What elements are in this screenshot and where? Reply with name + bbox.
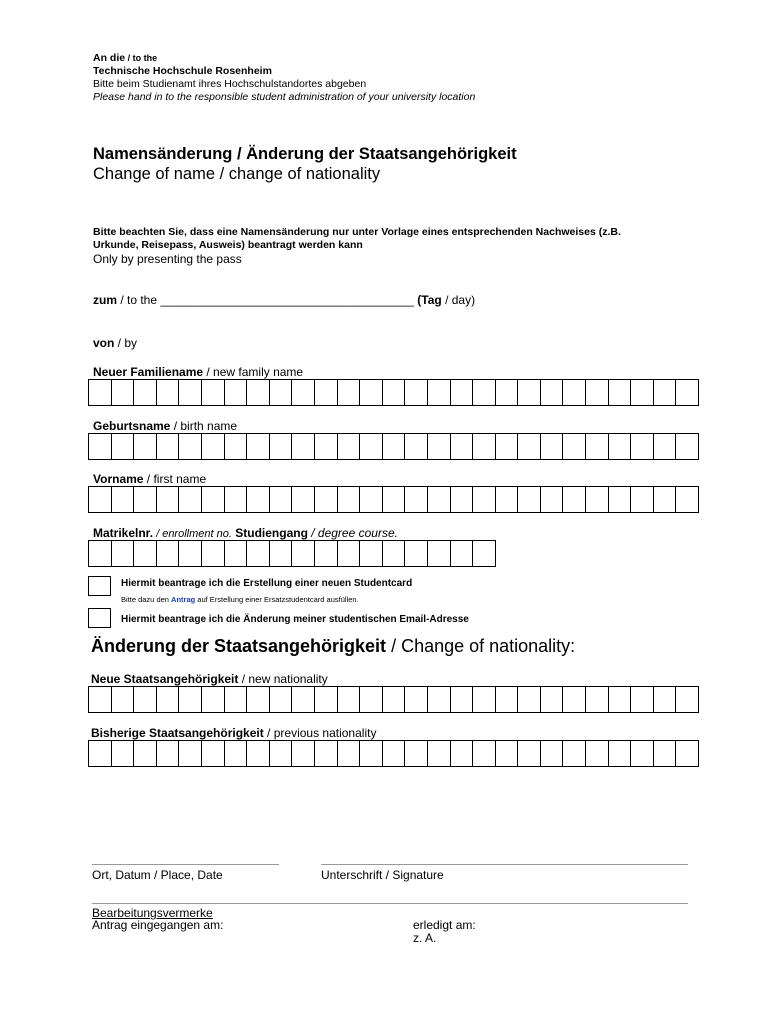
- char-box[interactable]: [676, 380, 699, 405]
- char-box[interactable]: [428, 434, 451, 459]
- char-box[interactable]: [541, 380, 564, 405]
- char-box[interactable]: [360, 487, 383, 512]
- char-box[interactable]: [270, 487, 293, 512]
- char-box[interactable]: [89, 434, 112, 459]
- char-box[interactable]: [405, 541, 428, 566]
- form-title-de: Namensänderung / Änderung der Staatsangehörigkeit: [93, 145, 517, 163]
- first-name-label: [93, 472, 206, 486]
- char-box[interactable]: [179, 487, 202, 512]
- char-box[interactable]: [360, 434, 383, 459]
- matrikel-label: [93, 526, 398, 540]
- char-box[interactable]: [654, 434, 677, 459]
- char-box[interactable]: [428, 741, 451, 766]
- char-box[interactable]: [654, 687, 677, 712]
- first-name-de: Vorname: [93, 472, 144, 486]
- char-box[interactable]: [586, 741, 609, 766]
- char-box[interactable]: [451, 434, 474, 459]
- family-name-de: Neuer Familiename: [93, 365, 204, 379]
- char-box[interactable]: [676, 487, 699, 512]
- char-box[interactable]: [247, 741, 270, 766]
- char-box[interactable]: [202, 487, 225, 512]
- char-box[interactable]: [541, 687, 564, 712]
- student-card-hint-pre: Bitte dazu den: [121, 595, 172, 604]
- char-box[interactable]: [451, 541, 474, 566]
- char-box[interactable]: [247, 380, 270, 405]
- char-box[interactable]: [338, 487, 361, 512]
- email-checkbox[interactable]: [88, 608, 111, 628]
- char-box[interactable]: [473, 687, 496, 712]
- char-box[interactable]: [134, 380, 157, 405]
- char-box[interactable]: [338, 380, 361, 405]
- char-box[interactable]: [563, 434, 586, 459]
- char-box[interactable]: [563, 380, 586, 405]
- received-label: Antrag eingegangen am:: [92, 918, 224, 932]
- previous-nationality-de: Bisherige Staatsangehörigkeit: [91, 726, 264, 740]
- char-box[interactable]: [428, 380, 451, 405]
- char-box[interactable]: [609, 434, 632, 459]
- char-box[interactable]: [338, 741, 361, 766]
- to-the-label: / to the: [117, 293, 161, 307]
- char-box[interactable]: [202, 687, 225, 712]
- char-box[interactable]: [112, 541, 135, 566]
- char-box[interactable]: [496, 741, 519, 766]
- char-box[interactable]: [247, 487, 270, 512]
- degree-en: / degree course.: [307, 526, 398, 540]
- new-nationality-de: Neue Staatsangehörigkeit: [91, 672, 239, 686]
- nationality-heading: [91, 636, 575, 657]
- char-box[interactable]: [518, 434, 541, 459]
- char-box[interactable]: [496, 687, 519, 712]
- char-box[interactable]: [225, 380, 248, 405]
- family-name-en: / new family name: [203, 365, 304, 379]
- char-box[interactable]: [496, 434, 519, 459]
- char-box[interactable]: [315, 687, 338, 712]
- char-box[interactable]: [179, 541, 202, 566]
- char-box[interactable]: [315, 380, 338, 405]
- first-name-field[interactable]: [88, 486, 699, 513]
- char-box[interactable]: [157, 487, 180, 512]
- char-box[interactable]: [586, 434, 609, 459]
- char-box[interactable]: [292, 687, 315, 712]
- date-blank[interactable]: ______________________________________: [160, 293, 414, 307]
- char-box[interactable]: [179, 741, 202, 766]
- degree-de: Studiengang: [231, 526, 308, 540]
- email-label: Hiermit beantrage ich die Änderung meiner studentischen Email-Adresse: [121, 614, 469, 625]
- char-box[interactable]: [360, 380, 383, 405]
- new-nationality-field[interactable]: [88, 686, 699, 713]
- student-card-checkbox[interactable]: [88, 576, 111, 596]
- place-date-label: Ort, Datum / Place, Date: [92, 868, 223, 882]
- antrag-link[interactable]: Antrag: [171, 595, 196, 604]
- char-box[interactable]: [202, 541, 225, 566]
- char-box[interactable]: [315, 434, 338, 459]
- notice-line-2: Urkunde, Reisepass, Ausweis) beantragt werden kann: [93, 239, 363, 251]
- nationality-heading-en: / Change of nationality:: [386, 636, 576, 656]
- char-box[interactable]: [541, 487, 564, 512]
- char-box[interactable]: [247, 541, 270, 566]
- char-box[interactable]: [609, 741, 632, 766]
- char-box[interactable]: [225, 541, 248, 566]
- day-label: / day): [441, 293, 476, 307]
- student-card-hint: [121, 595, 359, 604]
- char-box[interactable]: [405, 487, 428, 512]
- address-to-de: An die: [93, 52, 126, 64]
- char-box[interactable]: [676, 434, 699, 459]
- char-box[interactable]: [451, 741, 474, 766]
- notice-line-1: Bitte beachten Sie, dass eine Namensänderung nur unter Vorlage eines entsprechenden Nachweises (z.B.: [93, 226, 621, 238]
- char-box[interactable]: [383, 434, 406, 459]
- char-box[interactable]: [631, 380, 654, 405]
- char-box[interactable]: [473, 380, 496, 405]
- hand-in-de: Bitte beim Studienamt ihres Hochschulstandortes abgeben: [93, 78, 367, 90]
- char-box[interactable]: [586, 687, 609, 712]
- previous-nationality-label: [91, 726, 376, 740]
- char-box[interactable]: [473, 487, 496, 512]
- char-box[interactable]: [157, 541, 180, 566]
- char-box[interactable]: [360, 687, 383, 712]
- char-box[interactable]: [360, 541, 383, 566]
- char-box[interactable]: [383, 380, 406, 405]
- place-date-line[interactable]: [92, 864, 279, 865]
- char-box[interactable]: [134, 741, 157, 766]
- char-box[interactable]: [609, 687, 632, 712]
- char-box[interactable]: [631, 434, 654, 459]
- char-box[interactable]: [157, 380, 180, 405]
- char-box[interactable]: [112, 487, 135, 512]
- char-box[interactable]: [473, 741, 496, 766]
- char-box[interactable]: [112, 434, 135, 459]
- char-box[interactable]: [202, 380, 225, 405]
- zum-label: zum: [93, 293, 117, 307]
- char-box[interactable]: [338, 687, 361, 712]
- char-box[interactable]: [89, 541, 112, 566]
- char-box[interactable]: [405, 741, 428, 766]
- char-box[interactable]: [518, 380, 541, 405]
- char-box[interactable]: [676, 741, 699, 766]
- char-box[interactable]: [563, 741, 586, 766]
- char-box[interactable]: [338, 434, 361, 459]
- char-box[interactable]: [179, 434, 202, 459]
- notice-en: Only by presenting the pass: [93, 252, 242, 266]
- student-card-hint-post: auf Erstellung einer Ersatzstudentcard ausfüllen.: [195, 595, 359, 604]
- char-box[interactable]: [631, 741, 654, 766]
- char-box[interactable]: [89, 741, 112, 766]
- char-box[interactable]: [157, 687, 180, 712]
- birth-name-label: [93, 419, 237, 433]
- form-title-en: Change of name / change of nationality: [93, 165, 381, 183]
- char-box[interactable]: [586, 487, 609, 512]
- char-box[interactable]: [247, 687, 270, 712]
- char-box[interactable]: [405, 380, 428, 405]
- char-box[interactable]: [225, 487, 248, 512]
- char-box[interactable]: [451, 687, 474, 712]
- char-box[interactable]: [292, 741, 315, 766]
- office-heading: Bearbeitungsvermerke: [92, 906, 213, 920]
- char-box[interactable]: [202, 741, 225, 766]
- char-box[interactable]: [134, 487, 157, 512]
- char-box[interactable]: [518, 487, 541, 512]
- char-box[interactable]: [541, 741, 564, 766]
- char-box[interactable]: [270, 380, 293, 405]
- previous-nationality-field[interactable]: [88, 740, 699, 767]
- char-box[interactable]: [609, 380, 632, 405]
- char-box[interactable]: [179, 380, 202, 405]
- done-label: erledigt am:: [413, 918, 476, 932]
- matrikel-field[interactable]: [88, 540, 496, 567]
- char-box[interactable]: [518, 741, 541, 766]
- char-box[interactable]: [292, 434, 315, 459]
- char-box[interactable]: [270, 434, 293, 459]
- char-box[interactable]: [225, 741, 248, 766]
- char-box[interactable]: [654, 741, 677, 766]
- char-box[interactable]: [89, 487, 112, 512]
- char-box[interactable]: [654, 487, 677, 512]
- char-box[interactable]: [563, 487, 586, 512]
- matrikel-de: Matrikelnr.: [93, 526, 154, 540]
- hand-in-en: Please hand in to the responsible student administration of your university location: [93, 91, 476, 103]
- char-box[interactable]: [292, 541, 315, 566]
- char-box[interactable]: [270, 687, 293, 712]
- date-row: [93, 293, 475, 307]
- char-box[interactable]: [383, 487, 406, 512]
- char-box[interactable]: [315, 487, 338, 512]
- char-box[interactable]: [383, 687, 406, 712]
- char-box[interactable]: [631, 487, 654, 512]
- char-box[interactable]: [112, 741, 135, 766]
- char-box[interactable]: [202, 434, 225, 459]
- char-box[interactable]: [473, 541, 496, 566]
- char-box[interactable]: [315, 541, 338, 566]
- von-en: / by: [114, 336, 138, 350]
- von-label: [93, 336, 137, 350]
- char-box[interactable]: [292, 380, 315, 405]
- address-to-en: / to the: [125, 53, 158, 63]
- birth-name-en: / birth name: [170, 419, 238, 433]
- new-nationality-en: / new nationality: [238, 672, 328, 686]
- char-box[interactable]: [541, 434, 564, 459]
- char-box[interactable]: [338, 541, 361, 566]
- char-box[interactable]: [225, 687, 248, 712]
- nationality-heading-de: Änderung der Staatsangehörigkeit: [91, 636, 387, 656]
- char-box[interactable]: [157, 741, 180, 766]
- char-box[interactable]: [247, 434, 270, 459]
- char-box[interactable]: [134, 434, 157, 459]
- char-box[interactable]: [451, 487, 474, 512]
- char-box[interactable]: [654, 380, 677, 405]
- previous-nationality-en: / previous nationality: [263, 726, 377, 740]
- char-box[interactable]: [134, 541, 157, 566]
- char-box[interactable]: [496, 487, 519, 512]
- char-box[interactable]: [405, 687, 428, 712]
- char-box[interactable]: [225, 434, 248, 459]
- signature-label: Unterschrift / Signature: [321, 868, 444, 882]
- char-box[interactable]: [428, 541, 451, 566]
- von-de: von: [93, 336, 115, 350]
- tag-label: (Tag: [413, 293, 442, 307]
- office-divider: [92, 903, 688, 904]
- char-box[interactable]: [631, 687, 654, 712]
- char-box[interactable]: [292, 487, 315, 512]
- char-box[interactable]: [270, 541, 293, 566]
- char-box[interactable]: [179, 687, 202, 712]
- char-box[interactable]: [112, 380, 135, 405]
- matrikel-en: / enrollment no.: [153, 528, 232, 540]
- char-box[interactable]: [383, 741, 406, 766]
- char-box[interactable]: [405, 434, 428, 459]
- family-name-field[interactable]: [88, 379, 699, 406]
- char-box[interactable]: [563, 687, 586, 712]
- char-box[interactable]: [609, 487, 632, 512]
- char-box[interactable]: [157, 434, 180, 459]
- char-box[interactable]: [134, 687, 157, 712]
- char-box[interactable]: [270, 741, 293, 766]
- char-box[interactable]: [89, 380, 112, 405]
- char-box[interactable]: [518, 687, 541, 712]
- birth-name-field[interactable]: [88, 433, 699, 460]
- char-box[interactable]: [315, 741, 338, 766]
- birth-name-de: Geburtsname: [93, 419, 171, 433]
- student-card-label: Hiermit beantrage ich die Erstellung einer neuen Studentcard: [121, 578, 413, 589]
- address-line-1: [93, 52, 157, 65]
- char-box[interactable]: [586, 380, 609, 405]
- signature-line[interactable]: [321, 864, 688, 865]
- family-name-label: [93, 365, 303, 379]
- char-box[interactable]: [428, 487, 451, 512]
- char-box[interactable]: [676, 687, 699, 712]
- char-box[interactable]: [496, 380, 519, 405]
- first-name-en: / first name: [143, 472, 207, 486]
- char-box[interactable]: [451, 380, 474, 405]
- char-box[interactable]: [112, 687, 135, 712]
- char-box[interactable]: [428, 687, 451, 712]
- new-nationality-label: [91, 672, 328, 686]
- char-box[interactable]: [360, 741, 383, 766]
- university-name: Technische Hochschule Rosenheim: [93, 65, 272, 77]
- char-box[interactable]: [89, 687, 112, 712]
- char-box[interactable]: [383, 541, 406, 566]
- char-box[interactable]: [473, 434, 496, 459]
- by-label: z. A.: [413, 931, 437, 945]
